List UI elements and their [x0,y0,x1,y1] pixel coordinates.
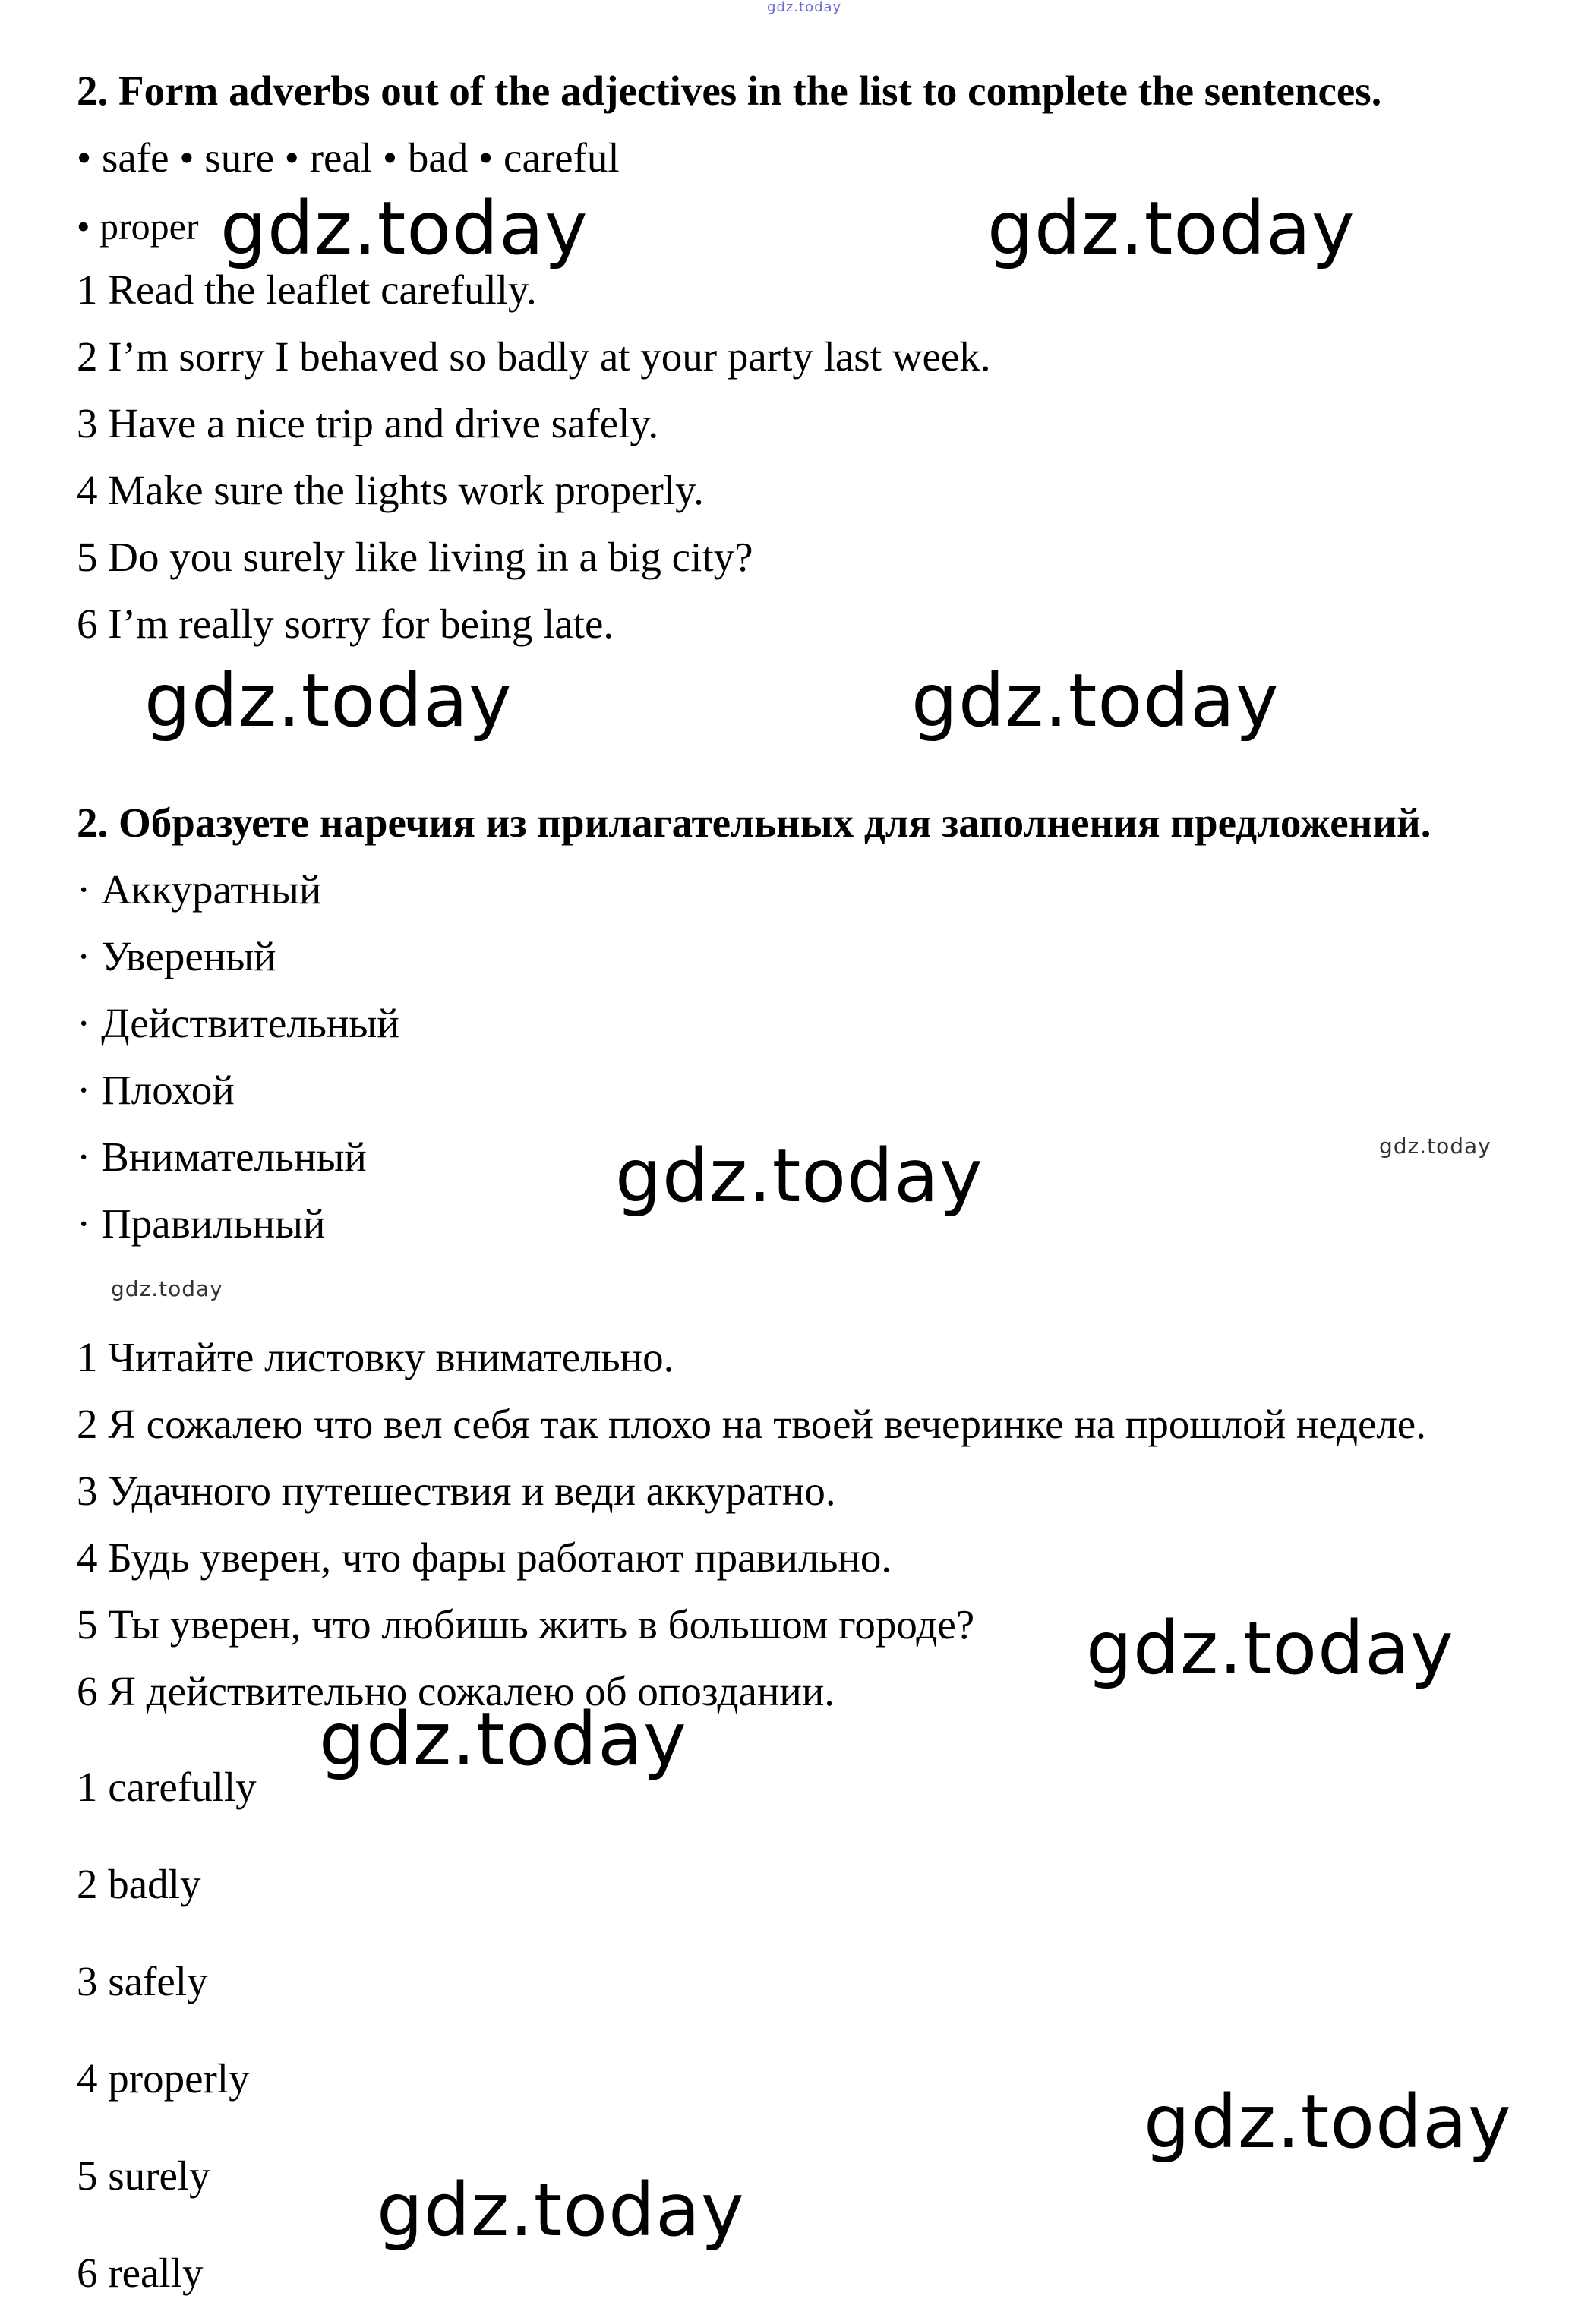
russian-word-2: · Увереный [77,933,276,979]
english-sentence-6: 6 I’m really sorry for being late. [77,601,614,647]
russian-sentence-2: 2 Я сожалею что вел себя так плохо на твоей вечеринке на прошлой неделе. [77,1401,1426,1447]
watermark: gdz.today [319,1697,687,1782]
answer-4: 4 properly [77,2055,250,2102]
russian-sentence-3: 3 Удачного путешествия и веди аккуратно. [77,1468,836,1514]
english-sentence-5: 5 Do you surely like living in a big city? [77,534,753,580]
russian-word-1: · Аккуратный [77,866,322,913]
english-word-list-line2: • proper [77,205,199,248]
watermark: gdz.today [1144,2080,1512,2165]
watermark: gdz.today [220,186,589,271]
russian-sentence-1: 1 Читайте листовку внимательно. [77,1334,674,1380]
english-heading: 2. Form adverbs out of the adjectives in the list to complete the sentences. [77,68,1382,114]
english-word-list-line1: • safe • sure • real • bad • careful [77,134,620,181]
english-sentence-2: 2 I’m sorry I behaved so badly at your party last week. [77,333,991,380]
answer-2: 2 badly [77,1861,201,1907]
english-sentence-3: 3 Have a nice trip and drive safely. [77,400,659,446]
watermark: gdz.today [144,658,513,743]
russian-sentence-5: 5 Ты уверен, что любишь жить в большом городе? [77,1601,975,1648]
watermark: gdz.today [111,1276,223,1301]
russian-word-5: · Внимательный [77,1134,367,1180]
russian-word-6: · Правильный [77,1200,326,1247]
english-sentence-4: 4 Make sure the lights work properly. [77,467,704,513]
russian-heading: 2. Образуете наречия из прилагательных для заполнения предложений. [77,799,1431,846]
watermark: gdz.today [377,2168,745,2253]
russian-sentence-6: 6 Я действительно сожалею об опоздании. [77,1668,835,1714]
watermark-top: gdz.today [767,0,842,15]
watermark: gdz.today [615,1134,983,1219]
watermark: gdz.today [987,186,1356,271]
watermark: gdz.today [1086,1606,1454,1691]
english-sentence-1: 1 Read the leaflet carefully. [77,266,537,313]
watermark: gdz.today [1379,1134,1491,1159]
russian-sentence-4: 4 Будь уверен, что фары работают правильно. [77,1534,892,1581]
russian-word-3: · Действительный [77,1000,399,1046]
watermark: gdz.today [911,658,1280,743]
answer-3: 3 safely [77,1958,208,2004]
russian-word-4: · Плохой [77,1067,235,1113]
answer-1: 1 carefully [77,1764,257,1810]
answer-5: 5 surely [77,2152,210,2199]
answer-6: 6 really [77,2250,204,2296]
